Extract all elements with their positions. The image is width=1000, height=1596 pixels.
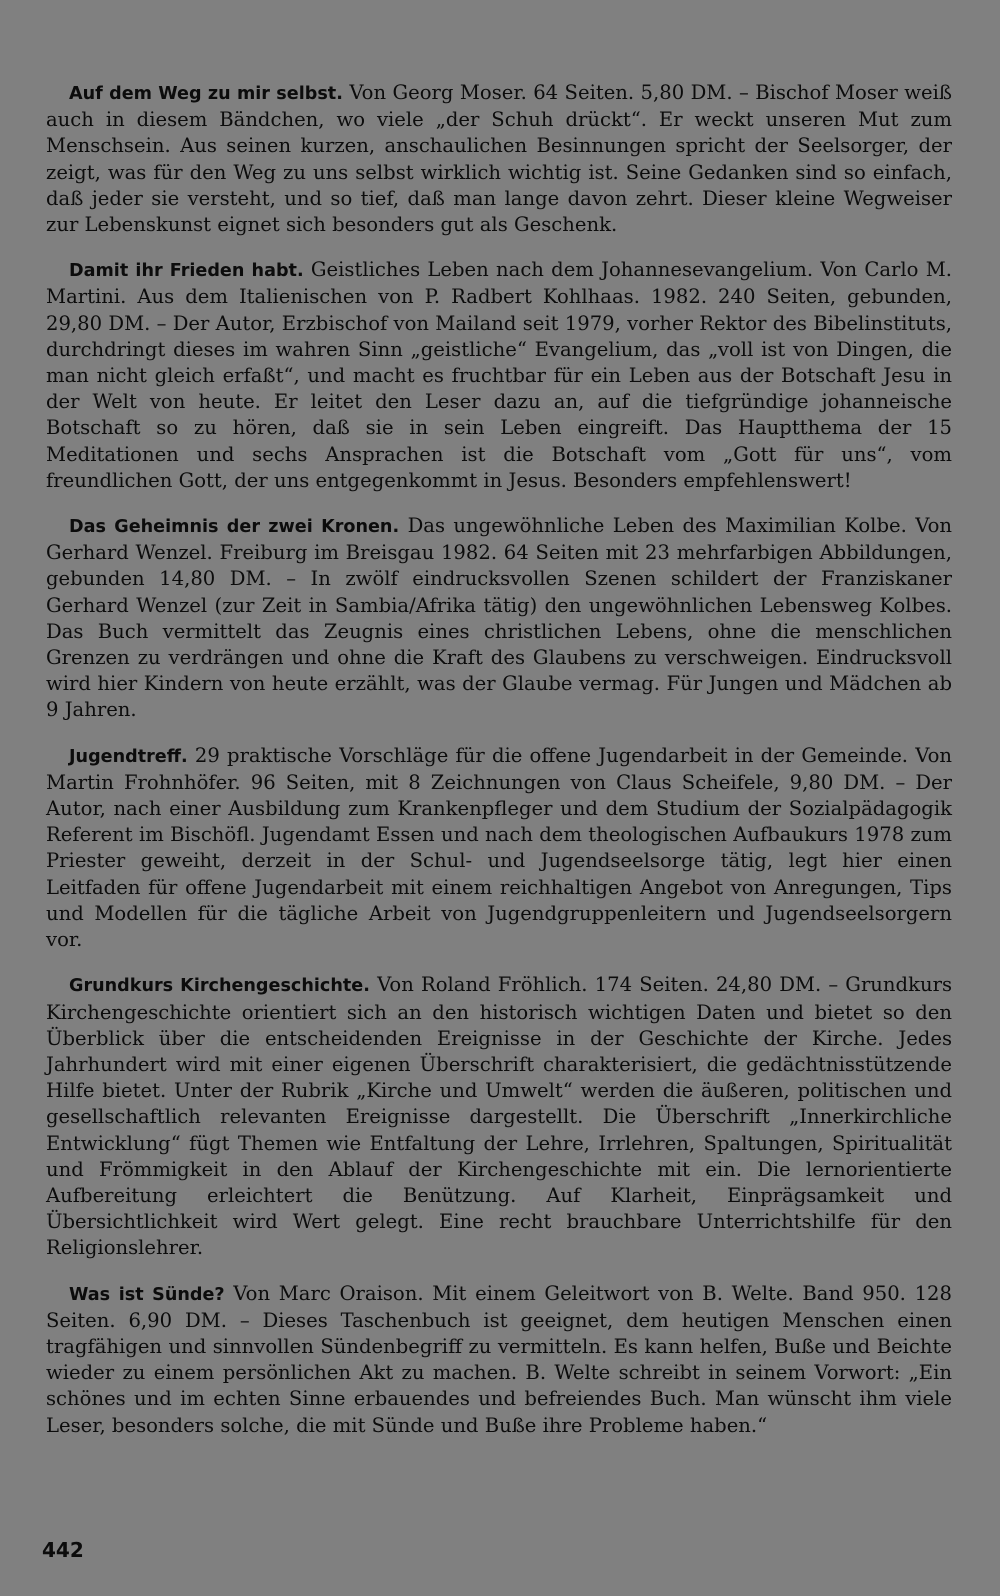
book-title: Auf dem Weg zu mir selbst. <box>69 84 343 104</box>
review-paragraph <box>46 257 952 494</box>
review-page <box>46 80 952 1458</box>
book-title: Was ist Sünde? <box>69 1284 225 1305</box>
review-paragraph <box>46 513 952 724</box>
book-review <box>46 257 952 494</box>
book-review <box>46 972 952 1261</box>
review-text: 29 praktische Vorschläge für die offene Jugendarbeit in der Gemeinde. Von Martin Frohnhöfer. 96 Seiten, mit 8 Zeichnungen von Claus Scheifele, 9,80 DM. – Der Autor, nach einer Ausbildung zum Krankenpfleger und dem Studium der Sozialpädagogik Referent im Bischöfl. Jugendamt Essen und nach dem theologischen Aufbaukurs 1978 zum Priester geweiht, derzeit in der Schul- und Jugendseelsorge tätig, legt hier einen Leitfaden für offene Jugendarbeit mit einem reichhaltigen Angebot von Anregungen, Tips und Modellen für die tägliche Arbeit von Jugendgruppenleitern und Jugendseelsorgern vor. <box>46 743 952 952</box>
review-text: Geistliches Leben nach dem Johannesevangelium. Von Carlo M. Martini. Aus dem Italienischen von P. Radbert Kohlhaas. 1982. 240 Seiten, gebunden, 29,80 DM. – Der Autor, Erzbischof von Mailand seit 1979, vorher Rektor des Bibelinstituts, durchdringt dieses im wahren Sinn „geistliche“ Evangelium, das „voll ist von Dingen, die man nicht gleich erfaßt“, und macht es fruchtbar für ein Leben aus der Botschaft Jesu in der Welt von heute. Er leitet den Leser dazu an, auf die tiefgründige johanneische Botschaft so zu hören, daß sie in sein Leben eingreift. Das Hauptthema der 15 Meditationen und sechs Ansprachen ist die Botschaft vom „Gott für uns“, vom freundlichen Gott, der uns entgegenkommt in Jesus. Besonders empfehlenswert! <box>46 258 953 492</box>
review-text: Das ungewöhnliche Leben des Maximilian Kolbe. Von Gerhard Wenzel. Freiburg im Breisgau 1982. 64 Seiten mit 23 mehrfarbigen Abbildungen, gebunden 14,80 DM. – In zwölf eindrucksvollen Szenen schildert der Franziskaner Gerhard Wenzel (zur Zeit in Sambia/Afrika tätig) den ungewöhnlichen Lebensweg Kolbes. Das Buch vermittelt das Zeugnis eines christlichen Lebens, ohne die menschlichen Grenzen zu verdrängen und ohne die Kraft des Glaubens zu verschweigen. Eindrucksvoll wird hier Kindern von heute erzählt, was der Glaube vermag. Für Jungen und Mädchen ab 9 Jahren. <box>46 514 952 722</box>
book-review <box>46 743 952 954</box>
book-title: Grundkurs Kirchengeschichte. <box>69 976 370 997</box>
book-review <box>46 1281 952 1439</box>
review-paragraph <box>46 80 952 238</box>
review-text: Von Marc Oraison. Mit einem Geleitwort von B. Welte. Band 950. 128 Seiten. 6,90 DM. – Dieses Taschenbuch ist geeignet, dem heutigen Menschen einen tragfähigen und sinnvollen Sündenbegriff zu vermitteln. Es kann helfen, Buße und Beichte wieder zu einem persönlichen Akt zu machen. B. Welte schreibt in seinem Vorwort: „Ein schönes und im echten Sinne erbauendes und befreiendes Buch. Man wünscht ihm viele Leser, besonders solche, die mit Sünde und Buße ihre Probleme haben.“ <box>46 1281 952 1437</box>
book-review <box>46 80 952 238</box>
review-text: Von Georg Moser. 64 Seiten. 5,80 DM. – Bischof Moser weiß auch in diesem Bändchen, wo viele „der Schuh drückt“. Er weckt unseren Mut zum Menschsein. Aus seinen kurzen, anschaulichen Besinnungen spricht der Seelsorger, der zeigt, was für den Weg zu uns selbst wirklich wichtig ist. Seine Gedanken sind so einfach, daß jeder sie versteht, und so tief, daß man lange davon zehrt. Dieser kleine Wegweiser zur Lebenskunst eignet sich besonders gut als Geschenk. <box>46 81 952 237</box>
book-title: Damit ihr Frieden habt. <box>69 261 304 282</box>
book-title: Das Geheimnis der zwei Kronen. <box>69 517 400 538</box>
book-review <box>46 513 952 724</box>
review-paragraph <box>46 1281 952 1439</box>
review-paragraph <box>46 743 952 954</box>
review-text: Von Roland Fröhlich. 174 Seiten. 24,80 DM. – Grundkurs Kirchengeschichte orientiert sich an den historisch wichtigen Daten und bietet so den Überblick über die entscheidenden Ereignisse in der Geschichte der Kirche. Jedes Jahrhundert wird mit einer eigenen Überschrift charakterisiert, die gedächtnisstützende Hilfe bietet. Unter der Rubrik „Kirche und Umwelt“ werden die äußeren, politischen und gesellschaftlich relevanten Ereignisse dargestellt. Die Überschrift „Innerkirchliche Entwicklung“ fügt Themen wie Entfaltung der Lehre, Irrlehren, Spaltungen, Spiritualität und Frömmigkeit in den Ablauf der Kirchengeschichte mit ein. Die lernorientierte Aufbereitung erleichtert die Benützung. Auf Klarheit, Einprägsamkeit und Übersichtlichkeit wird Wert gelegt. Eine recht brauchbare Unterrichtshilfe für den Religionslehrer. <box>46 973 952 1260</box>
page-number: 442 <box>42 1538 84 1562</box>
review-paragraph <box>46 972 952 1261</box>
book-title: Jugendtreff. <box>69 746 188 767</box>
